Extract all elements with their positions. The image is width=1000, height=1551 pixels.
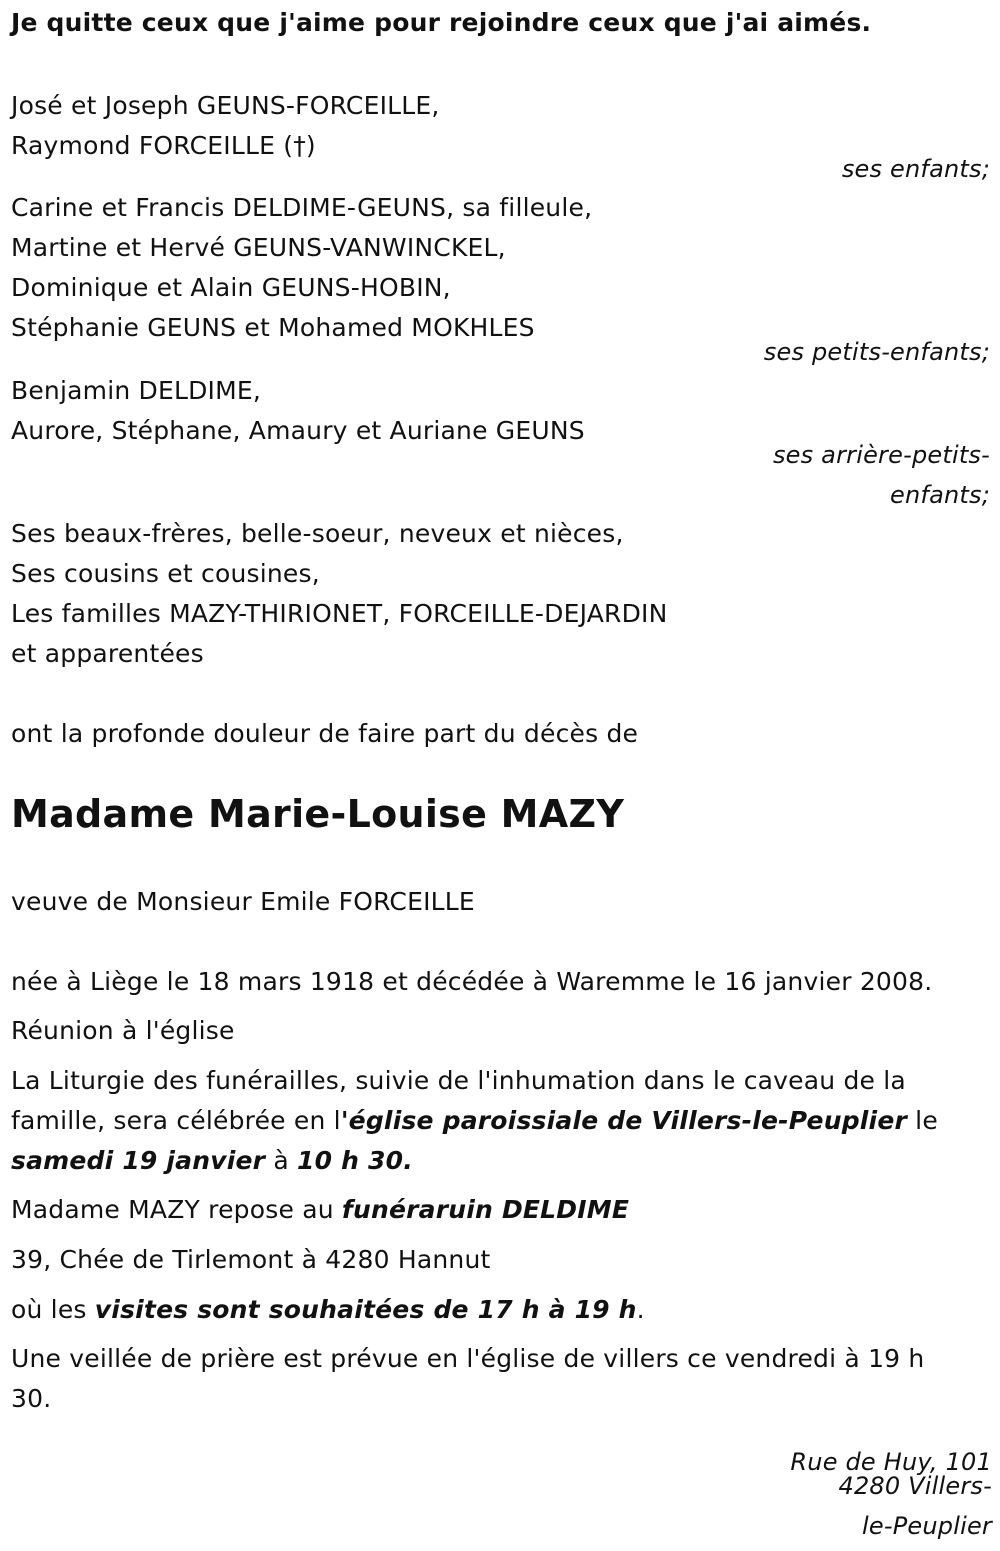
grandchildren-name: Carine et Francis DELDIME-GEUNS, sa filleule, bbox=[11, 193, 593, 222]
liturgy-text: le bbox=[907, 1106, 938, 1135]
visits-text: où les bbox=[11, 1295, 95, 1324]
funeral-home: funéraruin DELDIME bbox=[341, 1195, 630, 1224]
great-grandchildren-label: enfants; bbox=[890, 481, 990, 509]
birth-death: née à Liège le 18 mars 1918 et décédée à Waremme le 16 janvier 2008. bbox=[11, 967, 933, 996]
relatives-line: et apparentées bbox=[11, 639, 204, 668]
liturgy-text: La Liturgie des funérailles, suivie de l'inhumation dans le caveau de la famille, sera célébrée en l bbox=[11, 1066, 906, 1135]
rest-address: 39, Chée de Tirlemont à 4280 Hannut bbox=[11, 1245, 491, 1274]
children-name: José et Joseph GEUNS-FORCEILLE, bbox=[11, 91, 440, 120]
widow-of: veuve de Monsieur Emile FORCEILLE bbox=[11, 887, 475, 916]
announcement: ont la profonde douleur de faire part du décès de bbox=[11, 719, 639, 748]
great-grandchildren-name: Aurore, Stéphane, Amaury et Auriane GEUNS bbox=[11, 416, 585, 445]
children-name: Raymond FORCEILLE (†) bbox=[11, 131, 316, 160]
deceased-name: Madame Marie-Louise MAZY bbox=[11, 792, 625, 836]
grandchildren-name: Martine et Hervé GEUNS-VANWINCKEL, bbox=[11, 233, 506, 262]
relatives-line: Ses beaux-frères, belle-soeur, neveux et nièces, bbox=[11, 519, 624, 548]
liturgy-text: à bbox=[265, 1146, 298, 1175]
rest-text: Madame MAZY repose au bbox=[11, 1195, 342, 1224]
grandchildren-name: Stéphanie GEUNS et Mohamed MOKHLES bbox=[11, 313, 535, 342]
grandchildren-label: ses petits-enfants; bbox=[763, 338, 990, 366]
contact-address-line: le-Peuplier bbox=[862, 1512, 992, 1540]
children-label: ses enfants; bbox=[841, 155, 990, 183]
great-grandchildren-name: Benjamin DELDIME, bbox=[11, 376, 262, 405]
meeting-info: Réunion à l'église bbox=[11, 1016, 235, 1045]
liturgy-paragraph bbox=[11, 1061, 971, 1181]
epigraph: Je quitte ceux que j'aime pour rejoindre ceux que j'ai aimés. bbox=[11, 8, 872, 37]
contact-address-line: 4280 Villers- bbox=[838, 1472, 992, 1500]
visit-hours: visites sont souhaitées de 17 h à 19 h bbox=[94, 1295, 637, 1324]
contact-address-line: Rue de Huy, 101 bbox=[790, 1448, 992, 1476]
great-grandchildren-label: ses arrière-petits- bbox=[772, 441, 990, 469]
relatives-line: Les familles MAZY-THIRIONET, FORCEILLE-DEJARDIN bbox=[11, 599, 668, 628]
visits-text: . bbox=[636, 1295, 645, 1324]
relatives-line: Ses cousins et cousines, bbox=[11, 559, 320, 588]
grandchildren-name: Dominique et Alain GEUNS-HOBIN, bbox=[11, 273, 451, 302]
rest-info bbox=[11, 1190, 629, 1230]
church-name: 'église paroissiale de Villers-le-Peuplier bbox=[340, 1106, 908, 1135]
funeral-date: samedi 19 janvier bbox=[11, 1146, 266, 1175]
visits-info bbox=[11, 1290, 645, 1330]
vigil-info: Une veillée de prière est prévue en l'église de villers ce vendredi à 19 h 30. bbox=[11, 1344, 925, 1413]
funeral-time: 10 h 30. bbox=[297, 1146, 413, 1175]
